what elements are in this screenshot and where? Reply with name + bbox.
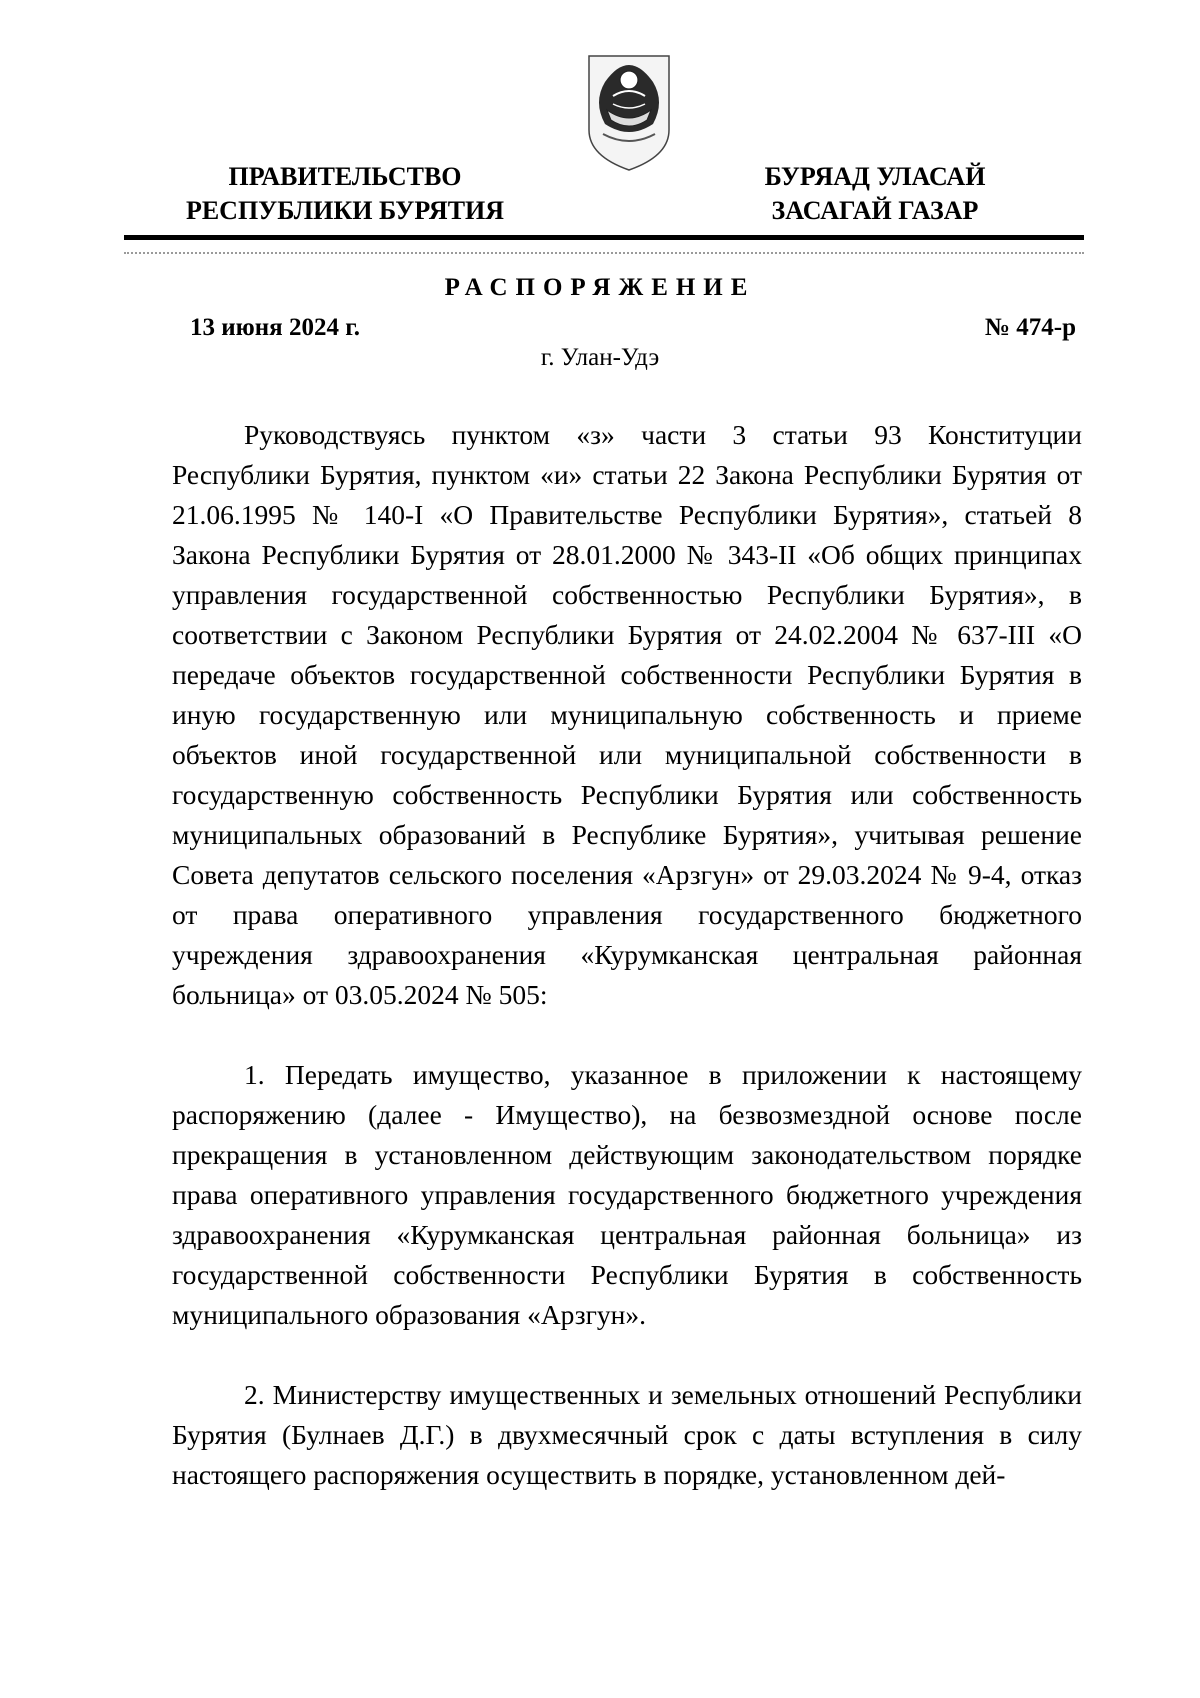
clause-1-paragraph: 1. Передать имущество, указанное в приложении к настоящему распоряжению (далее - Имущество), на безвозмездной основе после прекращения в установленном действующим законодательством порядке права оперативного управления государственного бюджетного учреждения здравоохранения «Курумканская центральная районная больница» из государственной собственности Республики Бурятия в собственность муниципального образования «Арзгун». <box>172 1059 1082 1330</box>
document-body <box>172 415 1082 1495</box>
header-left-line1: ПРАВИТЕЛЬСТВО <box>228 162 462 191</box>
document-place: г. Улан-Удэ <box>540 344 660 371</box>
clause-2-paragraph: 2. Министерству имущественных и земельных отношений Республики Бурятия (Булнаев Д.Г.) в двухмесячный срок с даты вступления в силу настоящего распоряжения осуществить в порядке, установленном дей- <box>172 1379 1082 1490</box>
document-date: 13 июня 2024 г. <box>190 314 360 341</box>
document-number: № 474-р <box>984 314 1076 341</box>
header-divider-thin <box>124 252 1084 254</box>
header-left-line2: РЕСПУБЛИКИ БУРЯТИЯ <box>185 196 505 225</box>
header-right-line1: БУРЯАД УЛАСАЙ <box>764 162 986 191</box>
coat-of-arms-emblem <box>583 52 675 174</box>
header-right <box>710 160 1040 228</box>
preamble-paragraph: Руководствуясь пунктом «з» части 3 статьи 93 Конституции Республики Бурятия, пунктом «и» статьи 22 Закона Республики Бурятия от 21.06.1995 № 140-I «О Правительстве Республики Бурятия», статьей 8 Закона Республики Бурятия от 28.01.2000 № 343-II «Об общих принципах управления государственной собственностью Республики Бурятия», в соответствии с Законом Республики Бурятия от 24.02.2004 № 637-III «О передаче объектов государственной собственности Республики Бурятия в иную государственную или муниципальную собственность и приеме объектов иной государственной или муниципальной собственности в государственную собственность Республики Бурятия или собственность муниципальных образований в Республике Бурятия», учитывая решение Совета депутатов сельского поселения «Арзгун» от 29.03.2024 № 9-4, отказ от права оперативного управления государственного бюджетного учреждения здравоохранения «Курумканская центральная районная больница» от 03.05.2024 № 505: <box>172 419 1082 1010</box>
coat-of-arms-icon <box>583 52 675 174</box>
header-divider-thick <box>124 235 1084 240</box>
header-left <box>150 160 540 228</box>
document-title: РАСПОРЯЖЕНИЕ <box>444 274 756 301</box>
header-right-line2: ЗАСАГАЙ ГАЗАР <box>771 196 979 225</box>
